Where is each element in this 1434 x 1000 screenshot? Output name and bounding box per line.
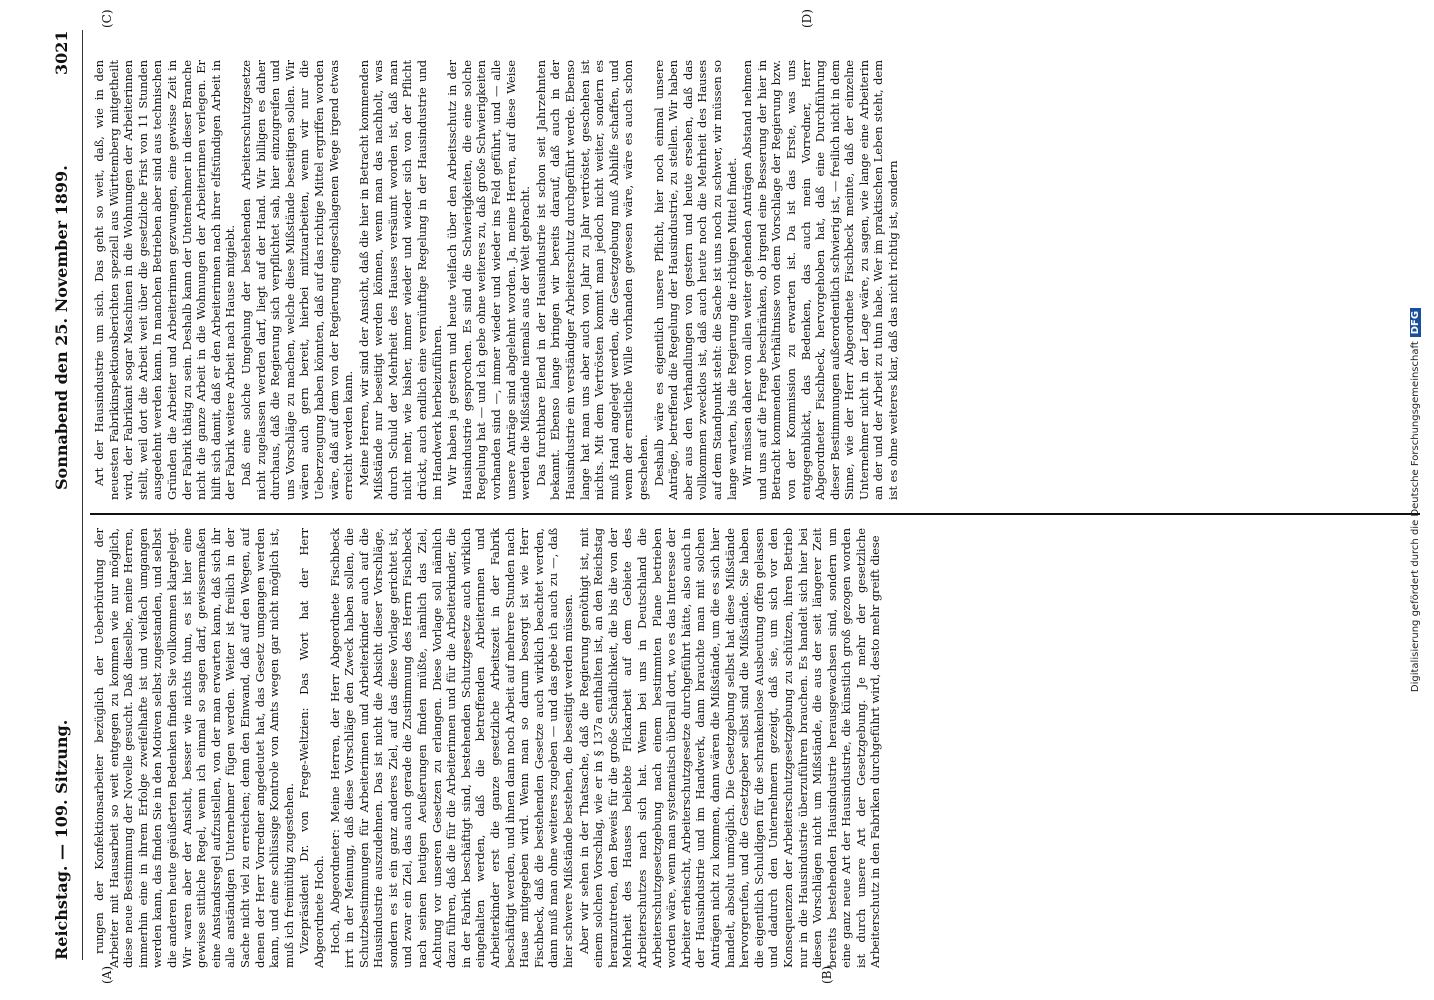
paragraph: Wir müssen daher von allen weiter gehenden Anträgen Abstand nehmen und uns auf die Frage beschränken, ob irgend eine Besserung der hier in Betracht kommenden Verhältnisse von dem Vorschlage der Regierung bzw. von der Kommission zu erwarten ist. Da ist das Erste, was uns entgegenblickt, das Bedenken, das auch mein Vorredner, Herr Abgeordneter Fischbeck, hervorgehoben hat, daß eine Durchführung dieser Bestimmungen außerordentlich schwierig ist, — freilich nicht in dem Sinne, wie der Herr Abgeordnete Fischbeck meinte, daß der einzelne Unternehmer nicht in der Lage wäre, zu sagen, wie lange eine Arbeiterin an der und der Arbeit zu thun habe. Wer im praktischen Leben steht, dem ist es ohne weiteres klar, daß das nicht richtig ist, sondern — [740, 60, 901, 500]
paragraph: Vizepräsident Dr. von Frege-Weltzien: Das Wort hat der Herr Abgeordnete Hoch. — [297, 528, 326, 968]
column-divider — [90, 513, 1420, 515]
text-column-right — [92, 60, 1422, 500]
text-column-left — [92, 528, 1422, 968]
page-number: 3021 — [52, 30, 71, 75]
paragraph: Wir haben ja gestern und heute vielfach über den Arbeitsschutz in der Hausindustrie gesprochen. Es sind die Schwierigkeiten, die eine solche Regelung hat — und ich gebe ohne weiteres zu, daß große Schwierigkeiten vorhanden sind —, immer wieder und wieder ins Feld geführt, und — alle unsere Anträge sind abgelehnt worden. Ja, meine Herren, auf diese Weise werden die Mißstände niemals aus der Welt gebracht. — [445, 60, 533, 500]
header-rule — [82, 30, 83, 960]
margin-marker-c: (C) — [100, 9, 114, 28]
paragraph: rungen der Konfektionsarbeiter bezüglich der Ueberbürdung der Arbeiter mit Hausarbeit so weit entgegen zu kommen wie nur möglich, diese neue Bestimmung der Novelle gesucht. Daß dieselbe, meine Herren, immerhin eine in ihrem Erfolge zweifelhafte ist und vielfach umgangen werden kann, das finden Sie in den Motiven selbst zugestanden, und selbst die anderen heute geäußerten Bedenken finden Sie vollkommen klargelegt. Wir waren aber der Ansicht, besser wie nichts thun, es ist hier eine gewisse sittliche Regel, wenn ich einmal so sagen darf, gewissermaßen eine Anstandsregel aufzustellen, von der man erwarten kann, daß sich ihr alle anständigen Unternehmer fügen werden. Weiter ist freilich in der Sache nicht viel zu erreichen; denn den Einwand, daß auf den Wegen, auf denen der Herr Vorredner angedeutet hat, das Gesetz umgangen werden kann, und eine schlüssige Kontrole von Amts wegen gar nicht möglich ist, muß ich freimüthig zugestehen. — [92, 528, 296, 968]
header-date: Sonnabend den 25. November 1899. — [52, 165, 71, 490]
margin-marker-d: (D) — [800, 9, 814, 28]
paragraph: Hoch, Abgeordneter: Meine Herren, der Herr Abgeordnete Fischbeck irrt in der Meinung, daß diese Vorschläge den Zweck haben sollen, die Schutzbestimmungen für Arbeiterinnen und Arbeiterkinder auch auf die Hausindustrie auszudehnen. Das ist nicht die Absicht dieser Vorschläge, sondern es ist ein ganz anderes Ziel, auf das diese Vorlage gerichtet ist, und zwar ein Ziel, das auch gerade die Zustimmung des Herrn Fischbeck nach seinen heutigen Aeußerungen finden müßte, nämlich das Ziel, Achtung vor unseren Gesetzen zu erlangen. Diese Vorlage soll nämlich dazu führen, daß die für die Arbeiterinnen und für die Arbeiterkinder, die in der Fabrik beschäftigt sind, bestehenden Schutzgesetze auch wirklich eingehalten werden, daß die betreffenden Arbeiterinnen und Arbeiterkinder erst die ganze gesetzliche Arbeitszeit in der Fabrik beschäftigt werden, und ihnen dann noch Arbeit auf mehrere Stunden nach Hause mitgegeben wird. Wenn man so darum besorgt ist wie Herr Fischbeck, daß die bestehenden Gesetze auch wirklich beachtet werden, dann muß man ohne weiteres zugeben — und das gebe ich auch zu —, daß hier schwere Mißstände bestehen, die beseitigt werden müssen. — [327, 528, 575, 968]
digitization-credit — [1410, 0, 1430, 1000]
paragraph: Aber wir sehen in der Thatsache, daß die Regierung genöthigt ist, mit einem solchen Vorschlag, wie er in § 137a enthalten ist, an den Reichstag heranzutreten, den Beweis für die große Schädlichkeit, die bis die von der Mehrheit des Hauses beliebte Flickarbeit auf dem Gebiete des Arbeiterschutzes nach sich hat. Wenn bei uns in Deutschland die Arbeiterschutzgesetzgebung nach einem bestimmten Plane betrieben worden wäre, wenn man systematisch überall dort, wo es das Interesse der Arbeiter erheischt, Arbeiterschutzgesetze durchgeführt hätte, also auch in der Hausindustrie und im Handwerk, dann brauchte man mit solchen Anträgen nicht zu kommen, dann wären die Mißstände, um die es sich hier handelt, absolut unmöglich. Die Gesetzgebung selbst hat diese Mißstände hervorgerufen, und die Gesetzgeber selbst sind die Mißstände. Sie haben die eigentlich Schuldigen für die schrankenlose Ausbeutung offen gelassen und dadurch den Unternehmern gezeigt, daß sie, um sich vor den Konsequenzen der Arbeiterschutzgesetzgebung zu schützen, ihren Betrieb nur in die Hausindustrie überzuführen brauchen. Es handelt sich hier bei diesen Vorschlägen nicht um Mißstände, die aus der seit längerer Zeit bereits bestehenden Hausindustrie herausgewachsen sind, sondern um eine ganz neue Art der Hausindustrie, die künstlich groß gezogen worden ist durch unsere Art der Gesetzgebung. Je mehr der gesetzliche Arbeiterschutz in den Fabriken durchgeführt wird, desto mehr greift diese — [576, 528, 883, 968]
paragraph: Deshalb wäre es eigentlich unsere Pflicht, hier noch einmal unsere Anträge, betreffend die Regelung der Hausindustrie, zu stellen. Wir haben aber aus den Verhandlungen von gestern und heute ersehen, daß das vollkommen zwecklos ist, daß auch heute noch die Mehrheit des Hauses auf dem Standpunkt steht: die Sache ist uns noch zu schwer, wir müssen so lange warten, bis die Regierung die richtigen Mittel findet. — [651, 60, 739, 500]
header-title: Reichstag. — 109. Sitzung. — [52, 719, 71, 960]
margin-marker-b: (B) — [820, 965, 834, 984]
credit-text: Digitalisierung gefördert durch die Deutsche Forschungsgemeinschaft — [1410, 341, 1421, 693]
margin-marker-a: (A) — [100, 965, 114, 984]
paragraph: Das furchtbare Elend in der Hausindustrie ist schon seit Jahrzehnten bekannt. Ebenso lange bringen wir bereits darauf, daß auch in der Hausindustrie ein verständiger Arbeiterschutz durchgeführt werde. Ebenso lange hat man uns aber auch von Jahr zu Jahr vertröstet, geschehen ist nichts. Mit dem Vertrösten kommt man jedoch nicht weiter, sondern es muß Hand angelegt werden, die Gesetzgebung muß Abhilfe schaffen, und wenn der ernstliche Wille vorhanden gewesen wäre, wäre es auch schon geschehen. — [533, 60, 650, 500]
page-header — [52, 20, 78, 980]
paragraph: Meine Herren, wir sind der Ansicht, daß die hier in Betracht kommenden Mißstände nur beseitigt werden können, wenn man das nachholt, was durch Schuld der Mehrheit des Hauses versäumt worden ist, daß man nicht mehr, wie bisher, immer wieder und wieder sich von der Pflicht drückt, auch endlich eine vernünftige Regelung in der Hausindustrie und im Handwerk herbeizuführen. — [356, 60, 444, 500]
dfg-logo: DFG — [1410, 308, 1421, 337]
paragraph: Daß eine solche Umgehung der bestehenden Arbeiterschutzgesetze nicht zugelassen werden darf, liegt auf der Hand. Wir billigen es daher durchaus, daß die Regierung sich verpflichtet sah, hier einzugreifen und uns Vorschläge zu machen, welche diese Mißstände beseitigen sollen. Wir wären auch gern bereit, hierbei mitzuarbeiten, wenn wir nur die Ueberzeugung haben könnten, daß auf das richtige Mittel ergriffen worden wäre, daß auf dem von der Regierung eingeschlagenen Wege irgend etwas erreicht werden kann. — [238, 60, 356, 500]
paragraph: Art der Hausindustrie um sich. Das geht so weit, daß, wie in den neuesten Fabrikinspektionsberichten speziell aus Württemberg mitgetheilt wird, der Fabrikant sogar Maschinen in die Wohnungen der Arbeiterinnen stellt, weil dort die Arbeit weit über die gesetzliche Frist von 11 Stunden ausgedehnt werden kann. In manchen Betrieben aber sind aus technischen Gründen die Arbeiter und Arbeiterinnen gezwungen, eine gewisse Zeit in der Fabrik thätig zu sein. Deshalb kann der Unternehmer in dieser Branche nicht die ganze Arbeit in die Wohnungen der Arbeiterinnen verlegen. Er hilft sich damit, daß er den Arbeiterinnen nach ihrer elfstündigen Arbeit in der Fabrik weitere Arbeit nach Hause mitgiebt. — [92, 60, 238, 500]
